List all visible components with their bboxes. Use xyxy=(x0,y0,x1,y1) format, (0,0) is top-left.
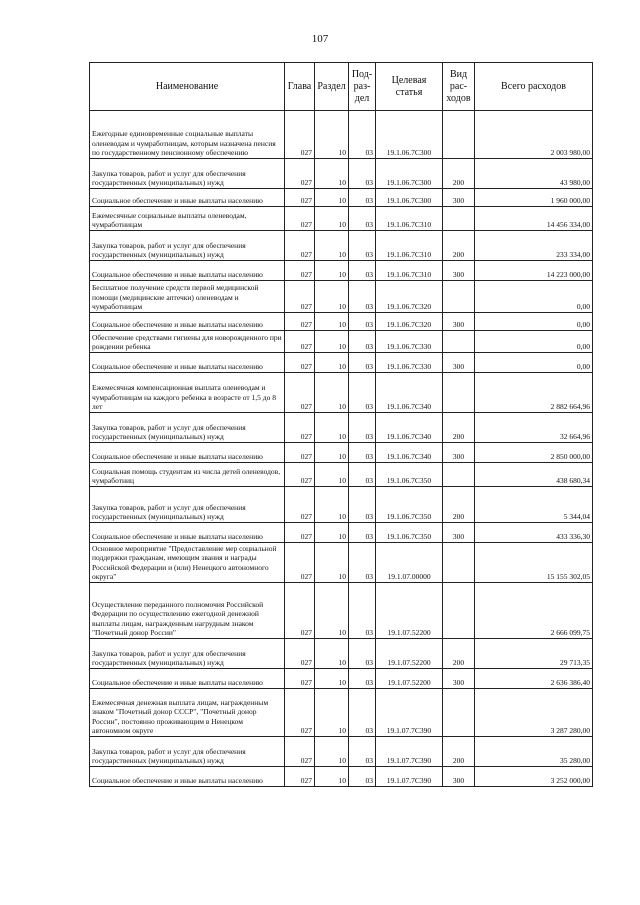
cell-total: 29 713,35 xyxy=(475,639,593,669)
header-celevaya-statya: Целевая статья xyxy=(376,63,443,111)
cell-vid-rashodov xyxy=(443,689,475,737)
cell-razdel: 10 xyxy=(315,463,349,487)
cell-podrazdel: 03 xyxy=(349,523,376,543)
cell-celevaya-statya: 19.1.06.7С300 xyxy=(376,111,443,159)
cell-glava: 027 xyxy=(285,373,315,413)
cell-razdel: 10 xyxy=(315,159,349,189)
table-row xyxy=(90,111,593,159)
cell-podrazdel: 03 xyxy=(349,463,376,487)
cell-vid-rashodov: 300 xyxy=(443,669,475,689)
cell-total: 0,00 xyxy=(475,313,593,331)
cell-podrazdel: 03 xyxy=(349,413,376,443)
cell-glava: 027 xyxy=(285,689,315,737)
table-row xyxy=(90,767,593,787)
table-row xyxy=(90,353,593,373)
cell-celevaya-statya: 19.1.06.7С310 xyxy=(376,261,443,281)
cell-vid-rashodov: 300 xyxy=(443,523,475,543)
cell-podrazdel: 03 xyxy=(349,159,376,189)
cell-razdel: 10 xyxy=(315,639,349,669)
table-row xyxy=(90,737,593,767)
cell-glava: 027 xyxy=(285,463,315,487)
header-name: Наименование xyxy=(90,63,285,111)
cell-celevaya-statya: 19.1.06.7С330 xyxy=(376,331,443,353)
cell-razdel: 10 xyxy=(315,373,349,413)
cell-vid-rashodov: 300 xyxy=(443,443,475,463)
cell-razdel: 10 xyxy=(315,353,349,373)
table-row xyxy=(90,331,593,353)
cell-glava: 027 xyxy=(285,583,315,639)
cell-celevaya-statya: 19.1.07.52200 xyxy=(376,639,443,669)
cell-name: Основное мероприятие "Предоставление мер социальной поддержки гражданам, имеющим звания и награды Российской Федерации и (или) Ненецкого автономного округа" xyxy=(90,543,285,583)
budget-table xyxy=(89,62,593,787)
table-row xyxy=(90,281,593,313)
header-podrazdel: Под-раз-дел xyxy=(349,63,376,111)
cell-podrazdel: 03 xyxy=(349,313,376,331)
cell-glava: 027 xyxy=(285,189,315,207)
cell-podrazdel: 03 xyxy=(349,353,376,373)
cell-razdel: 10 xyxy=(315,737,349,767)
cell-name: Социальное обеспечение и иные выплаты населению xyxy=(90,443,285,463)
table-row xyxy=(90,443,593,463)
cell-celevaya-statya: 19.1.07.7С390 xyxy=(376,767,443,787)
cell-celevaya-statya: 19.1.06.7С340 xyxy=(376,443,443,463)
cell-total: 438 680,34 xyxy=(475,463,593,487)
cell-name: Социальное обеспечение и иные выплаты населению xyxy=(90,189,285,207)
table-row xyxy=(90,463,593,487)
cell-podrazdel: 03 xyxy=(349,331,376,353)
cell-vid-rashodov xyxy=(443,543,475,583)
cell-vid-rashodov xyxy=(443,281,475,313)
cell-podrazdel: 03 xyxy=(349,767,376,787)
cell-razdel: 10 xyxy=(315,231,349,261)
page-number: 107 xyxy=(311,33,329,45)
cell-name: Закупка товаров, работ и услуг для обеспечения государственных (муниципальных) нужд xyxy=(90,231,285,261)
cell-celevaya-statya: 19.1.06.7С320 xyxy=(376,281,443,313)
table-body xyxy=(90,111,593,787)
cell-vid-rashodov xyxy=(443,373,475,413)
cell-celevaya-statya: 19.1.06.7С340 xyxy=(376,413,443,443)
cell-vid-rashodov xyxy=(443,583,475,639)
cell-vid-rashodov: 300 xyxy=(443,353,475,373)
cell-podrazdel: 03 xyxy=(349,689,376,737)
cell-vid-rashodov xyxy=(443,463,475,487)
cell-total: 3 252 000,00 xyxy=(475,767,593,787)
cell-total: 2 882 664,96 xyxy=(475,373,593,413)
cell-podrazdel: 03 xyxy=(349,231,376,261)
cell-vid-rashodov: 300 xyxy=(443,767,475,787)
table-row xyxy=(90,669,593,689)
cell-name: Закупка товаров, работ и услуг для обеспечения государственных (муниципальных) нужд xyxy=(90,413,285,443)
cell-vid-rashodov xyxy=(443,331,475,353)
cell-glava: 027 xyxy=(285,523,315,543)
header-total: Всего расходов xyxy=(475,63,593,111)
cell-razdel: 10 xyxy=(315,313,349,331)
cell-glava: 027 xyxy=(285,737,315,767)
cell-name: Социальное обеспечение и иные выплаты населению xyxy=(90,353,285,373)
cell-vid-rashodov: 300 xyxy=(443,261,475,281)
cell-podrazdel: 03 xyxy=(349,111,376,159)
cell-razdel: 10 xyxy=(315,767,349,787)
table-row xyxy=(90,487,593,523)
cell-glava: 027 xyxy=(285,639,315,669)
cell-glava: 027 xyxy=(285,159,315,189)
cell-podrazdel: 03 xyxy=(349,737,376,767)
cell-glava: 027 xyxy=(285,331,315,353)
table-row xyxy=(90,231,593,261)
cell-razdel: 10 xyxy=(315,689,349,737)
cell-razdel: 10 xyxy=(315,669,349,689)
cell-name: Бесплатное получение средств первой медицинской помощи (медицинские аптечки) оленеводам и чумработницам xyxy=(90,281,285,313)
cell-vid-rashodov: 200 xyxy=(443,487,475,523)
cell-total: 0,00 xyxy=(475,353,593,373)
cell-celevaya-statya: 19.1.07.7С390 xyxy=(376,689,443,737)
cell-celevaya-statya: 19.1.06.7С330 xyxy=(376,353,443,373)
cell-name: Социальное обеспечение и иные выплаты населению xyxy=(90,261,285,281)
cell-name: Социальное обеспечение и иные выплаты населению xyxy=(90,669,285,689)
cell-total: 2 850 000,00 xyxy=(475,443,593,463)
table-row xyxy=(90,413,593,443)
cell-name: Социальное обеспечение и иные выплаты населению xyxy=(90,767,285,787)
table-row xyxy=(90,523,593,543)
cell-total: 43 980,00 xyxy=(475,159,593,189)
table-header xyxy=(90,63,593,111)
cell-razdel: 10 xyxy=(315,583,349,639)
cell-celevaya-statya: 19.1.06.7С350 xyxy=(376,487,443,523)
cell-glava: 027 xyxy=(285,413,315,443)
cell-vid-rashodov: 200 xyxy=(443,159,475,189)
cell-total: 2 666 099,75 xyxy=(475,583,593,639)
cell-celevaya-statya: 19.1.07.00000 xyxy=(376,543,443,583)
cell-celevaya-statya: 19.1.07.7С390 xyxy=(376,737,443,767)
cell-celevaya-statya: 19.1.06.7С350 xyxy=(376,463,443,487)
cell-podrazdel: 03 xyxy=(349,583,376,639)
cell-podrazdel: 03 xyxy=(349,373,376,413)
cell-celevaya-statya: 19.1.06.7С310 xyxy=(376,207,443,231)
table-row xyxy=(90,189,593,207)
cell-glava: 027 xyxy=(285,281,315,313)
cell-total: 433 336,30 xyxy=(475,523,593,543)
cell-vid-rashodov: 200 xyxy=(443,413,475,443)
cell-glava: 027 xyxy=(285,207,315,231)
cell-total: 14 456 334,00 xyxy=(475,207,593,231)
header-razdel: Раздел xyxy=(315,63,349,111)
cell-glava: 027 xyxy=(285,111,315,159)
cell-total: 0,00 xyxy=(475,281,593,313)
cell-name: Осуществление переданного полномочия Российской Федерации по осуществлению ежегодной денежной выплаты лицам, награжденным нагрудным знаком "Почетный донор России" xyxy=(90,583,285,639)
cell-celevaya-statya: 19.1.07.52200 xyxy=(376,669,443,689)
cell-celevaya-statya: 19.1.06.7С320 xyxy=(376,313,443,331)
cell-podrazdel: 03 xyxy=(349,189,376,207)
cell-total: 35 280,00 xyxy=(475,737,593,767)
cell-glava: 027 xyxy=(285,543,315,583)
cell-vid-rashodov: 300 xyxy=(443,313,475,331)
cell-glava: 027 xyxy=(285,261,315,281)
cell-name: Социальная помощь студентам из числа детей оленеводов, чумработниц xyxy=(90,463,285,487)
table-row xyxy=(90,261,593,281)
cell-razdel: 10 xyxy=(315,331,349,353)
cell-razdel: 10 xyxy=(315,189,349,207)
cell-razdel: 10 xyxy=(315,111,349,159)
cell-razdel: 10 xyxy=(315,543,349,583)
cell-vid-rashodov: 200 xyxy=(443,231,475,261)
cell-vid-rashodov xyxy=(443,207,475,231)
cell-razdel: 10 xyxy=(315,207,349,231)
table-row xyxy=(90,313,593,331)
table-row xyxy=(90,639,593,669)
cell-glava: 027 xyxy=(285,231,315,261)
cell-podrazdel: 03 xyxy=(349,261,376,281)
cell-total: 0,00 xyxy=(475,331,593,353)
cell-name: Ежемесячные социальные выплаты оленеводам, чумработницам xyxy=(90,207,285,231)
header-glava: Глава xyxy=(285,63,315,111)
cell-name: Социальное обеспечение и иные выплаты населению xyxy=(90,313,285,331)
cell-glava: 027 xyxy=(285,313,315,331)
cell-name: Закупка товаров, работ и услуг для обеспечения государственных (муниципальных) нужд xyxy=(90,159,285,189)
cell-total: 2 636 386,40 xyxy=(475,669,593,689)
header-vid-rashodov: Вид рас-ходов xyxy=(443,63,475,111)
cell-podrazdel: 03 xyxy=(349,639,376,669)
cell-name: Ежемесячная денежная выплата лицам, награжденным знаком "Почетный донор СССР", "Почетный донор России", постоянно проживающим в Ненецком автономном округе xyxy=(90,689,285,737)
cell-celevaya-statya: 19.1.06.7С300 xyxy=(376,159,443,189)
cell-total: 15 155 302,05 xyxy=(475,543,593,583)
cell-vid-rashodov: 300 xyxy=(443,189,475,207)
cell-name: Ежегодные единовременные социальные выплаты оленеводам и чумработницам, которым назначена пенсия по государственному пенсионному обеспечению xyxy=(90,111,285,159)
cell-celevaya-statya: 19.1.06.7С340 xyxy=(376,373,443,413)
cell-razdel: 10 xyxy=(315,281,349,313)
cell-razdel: 10 xyxy=(315,443,349,463)
cell-razdel: 10 xyxy=(315,523,349,543)
cell-name: Ежемесячная компенсационная выплата оленеводам и чумработницам на каждого ребенка в возрасте от 1,5 до 8 лет xyxy=(90,373,285,413)
table-row xyxy=(90,159,593,189)
cell-total: 14 223 000,00 xyxy=(475,261,593,281)
cell-name: Закупка товаров, работ и услуг для обеспечения государственных (муниципальных) нужд xyxy=(90,487,285,523)
cell-total: 1 960 000,00 xyxy=(475,189,593,207)
cell-razdel: 10 xyxy=(315,261,349,281)
cell-name: Обеспечение средствами гигиены для новорожденного при рождении ребенка xyxy=(90,331,285,353)
cell-total: 2 003 980,00 xyxy=(475,111,593,159)
cell-glava: 027 xyxy=(285,353,315,373)
cell-podrazdel: 03 xyxy=(349,543,376,583)
cell-total: 233 334,00 xyxy=(475,231,593,261)
cell-vid-rashodov: 200 xyxy=(443,639,475,669)
cell-total: 5 344,04 xyxy=(475,487,593,523)
table-row xyxy=(90,207,593,231)
cell-total: 32 664,96 xyxy=(475,413,593,443)
cell-podrazdel: 03 xyxy=(349,487,376,523)
cell-celevaya-statya: 19.1.07.52200 xyxy=(376,583,443,639)
cell-name: Социальное обеспечение и иные выплаты населению xyxy=(90,523,285,543)
cell-name: Закупка товаров, работ и услуг для обеспечения государственных (муниципальных) нужд xyxy=(90,737,285,767)
cell-podrazdel: 03 xyxy=(349,443,376,463)
cell-celevaya-statya: 19.1.06.7С310 xyxy=(376,231,443,261)
cell-podrazdel: 03 xyxy=(349,281,376,313)
cell-glava: 027 xyxy=(285,767,315,787)
table-row xyxy=(90,373,593,413)
cell-glava: 027 xyxy=(285,669,315,689)
cell-total: 3 287 280,00 xyxy=(475,689,593,737)
cell-podrazdel: 03 xyxy=(349,207,376,231)
cell-vid-rashodov: 200 xyxy=(443,737,475,767)
cell-glava: 027 xyxy=(285,443,315,463)
table-row xyxy=(90,689,593,737)
table-row xyxy=(90,543,593,583)
cell-razdel: 10 xyxy=(315,413,349,443)
cell-name: Закупка товаров, работ и услуг для обеспечения государственных (муниципальных) нужд xyxy=(90,639,285,669)
table-row xyxy=(90,583,593,639)
cell-celevaya-statya: 19.1.06.7С350 xyxy=(376,523,443,543)
cell-celevaya-statya: 19.1.06.7С300 xyxy=(376,189,443,207)
cell-vid-rashodov xyxy=(443,111,475,159)
cell-podrazdel: 03 xyxy=(349,669,376,689)
cell-razdel: 10 xyxy=(315,487,349,523)
cell-glava: 027 xyxy=(285,487,315,523)
